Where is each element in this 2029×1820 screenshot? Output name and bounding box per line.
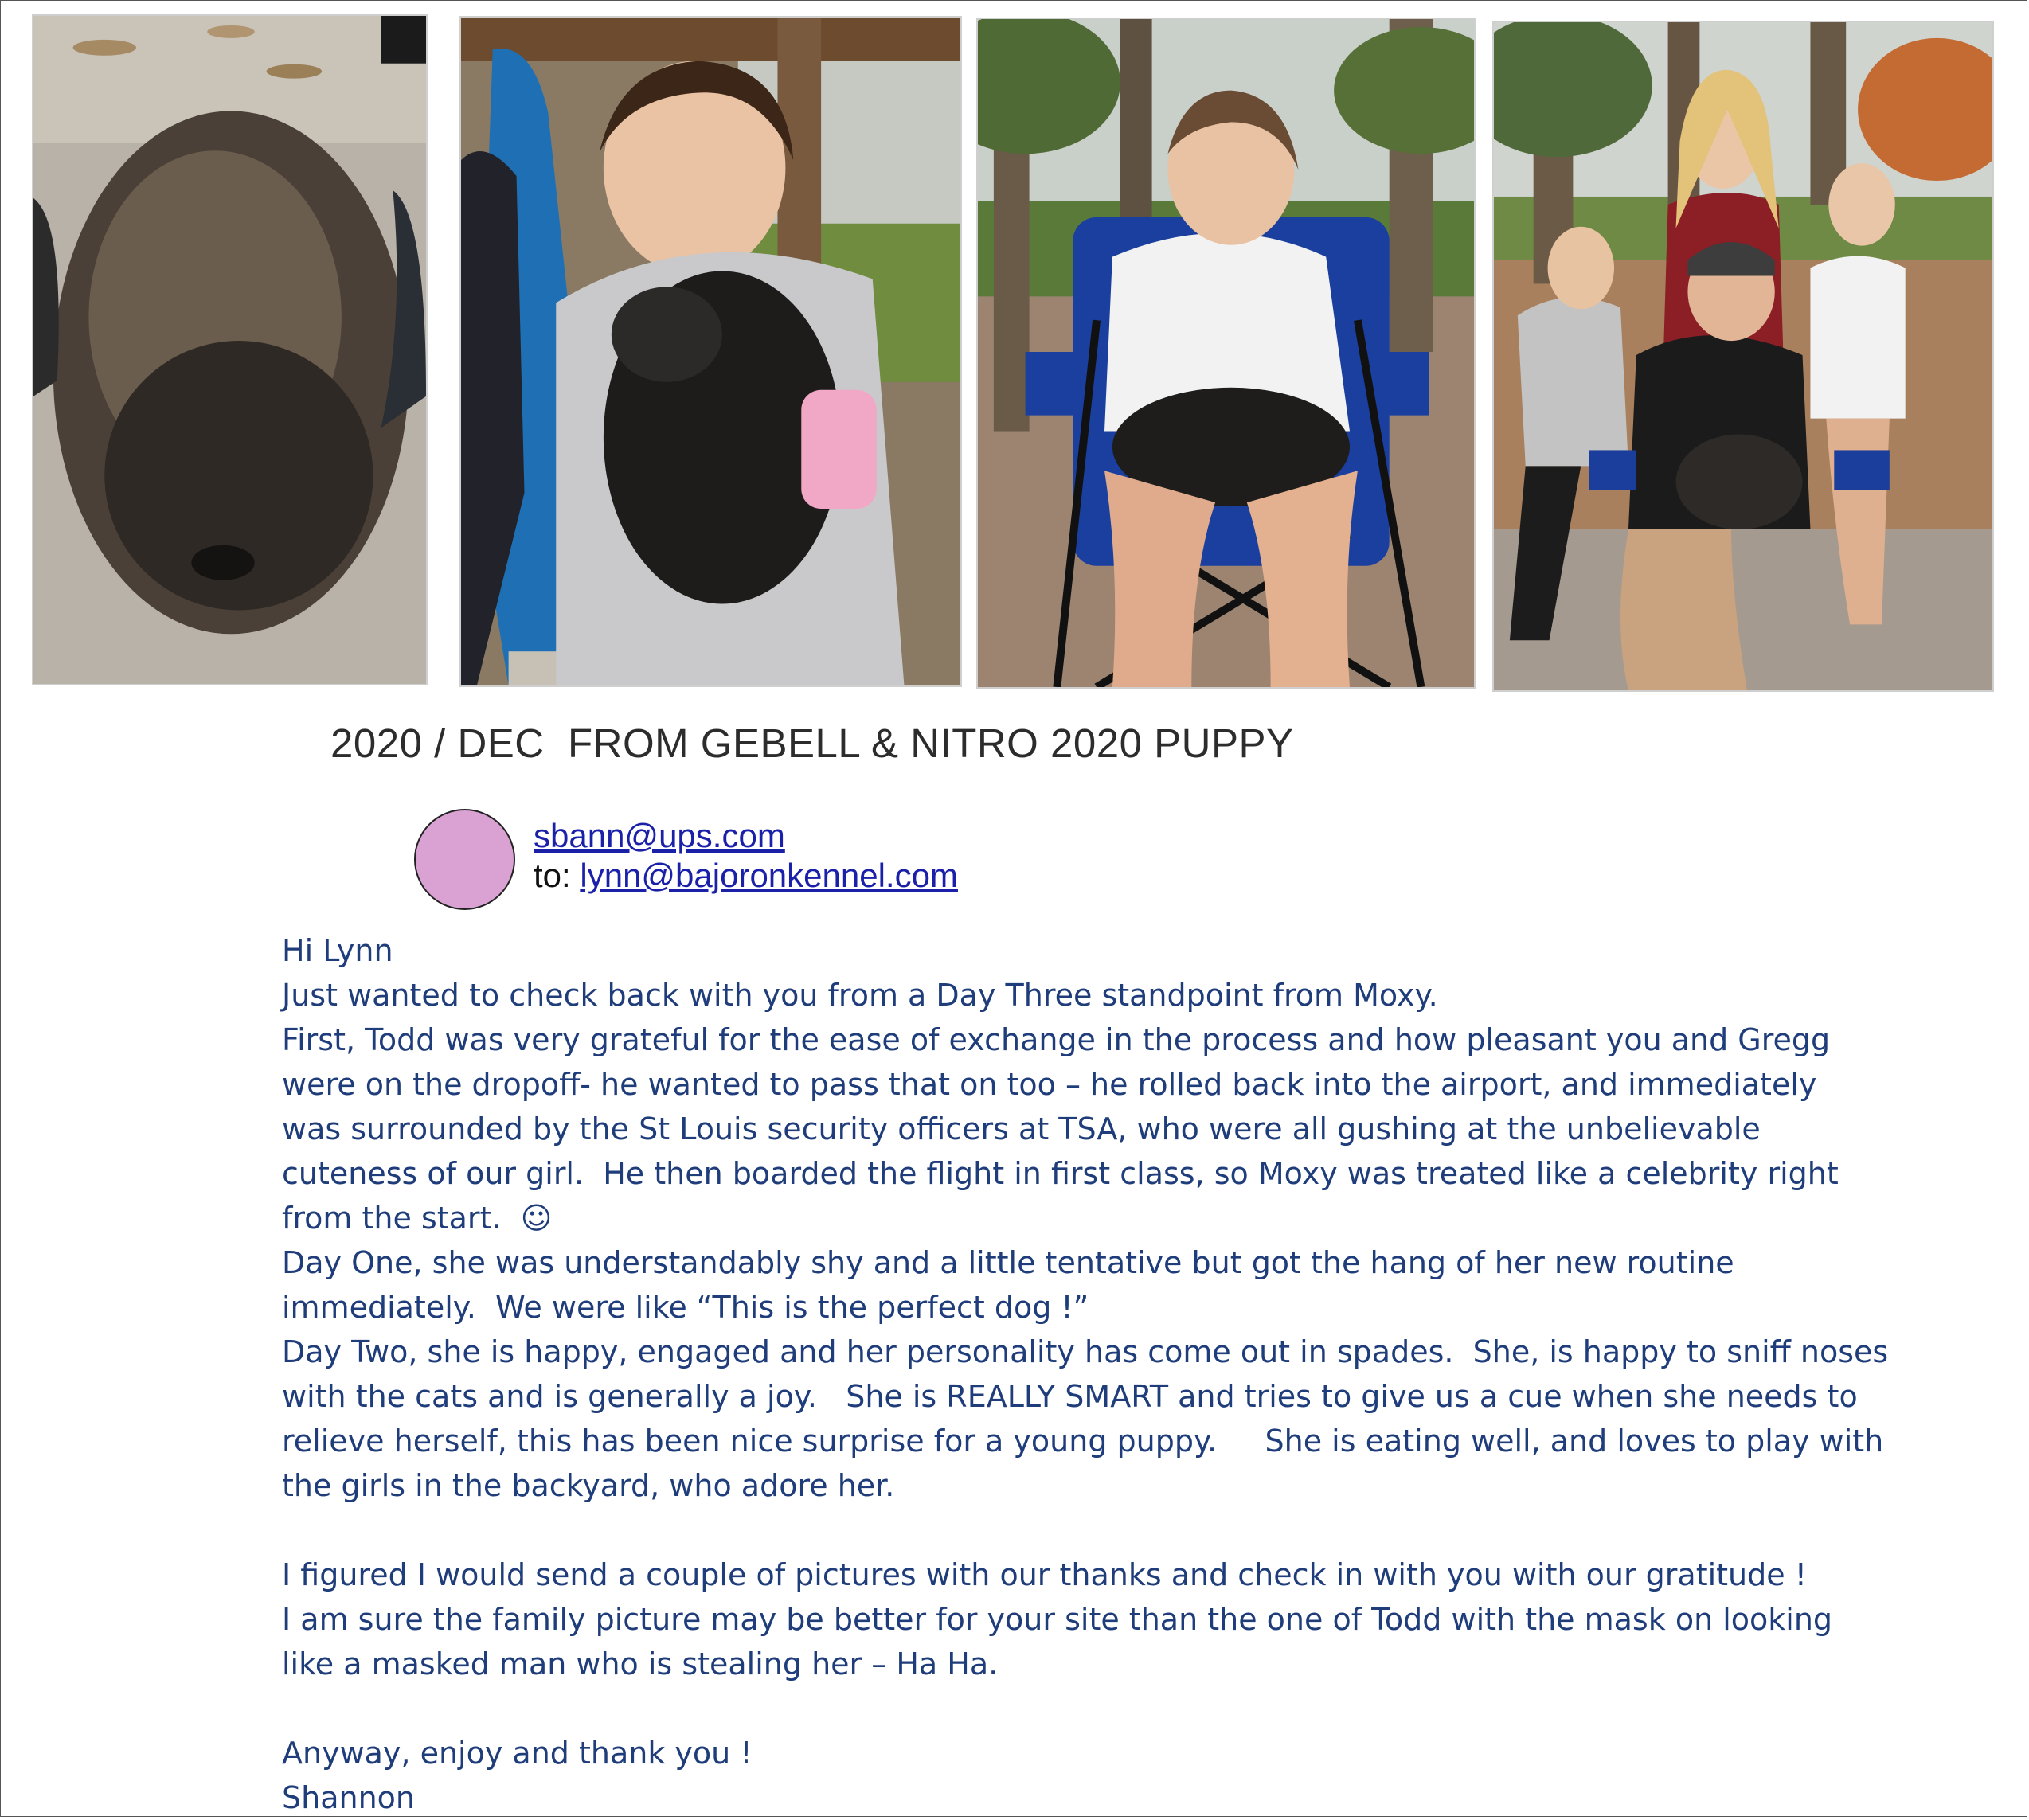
message-line: Anyway, enjoy and thank you !: [282, 1736, 753, 1771]
message-line: cuteness of our girl. He then boarded the flight in first class, so Moxy was treated like a celebrity right: [282, 1156, 1839, 1191]
message-line: Hi Lynn: [282, 933, 393, 968]
family-with-puppy-photo: [1492, 21, 1994, 692]
message-line: immediately. We were like “This is the perfect dog !”: [282, 1290, 1089, 1325]
message-line: [282, 1508, 1890, 1552]
message-line: I figured I would send a couple of pictures with our thanks and check in with you with our gratitude !: [282, 1557, 1807, 1592]
message-line: from the start. ☺: [282, 1201, 553, 1236]
message-line: Shannon: [282, 1780, 415, 1815]
message-line: were on the dropoff- he wanted to pass that on too – he rolled back into the airport, and immediately: [282, 1067, 1817, 1102]
message-line: with the cats and is generally a joy. She is REALLY SMART and tries to give us a cue when she needs to: [282, 1379, 1858, 1414]
message-body: [282, 928, 1890, 1820]
recipient-email-link[interactable]: lynn@bajoronkennel.com: [580, 857, 958, 894]
dog-photo: [32, 14, 428, 685]
to-label: to:: [534, 857, 581, 894]
girl-in-chair-with-puppy-photo: [976, 18, 1476, 689]
message-line: like a masked man who is stealing her – Ha Ha.: [282, 1646, 999, 1681]
message-line: was surrounded by the St Louis security officers at TSA, who were all gushing at the unbelievable: [282, 1111, 1761, 1146]
message-line: Just wanted to check back with you from a Day Three standpoint from Moxy.: [282, 978, 1438, 1013]
message-line: First, Todd was very grateful for the ease of exchange in the process and how pleasant you and Gregg: [282, 1022, 1831, 1057]
message-line: Day One, she was understandably shy and a little tentative but got the hang of her new routine: [282, 1245, 1734, 1280]
message-line: the girls in the backyard, who adore her.: [282, 1468, 895, 1503]
message-line: [282, 1686, 1890, 1731]
recipient-email-line: [534, 857, 958, 895]
sender-email-line: [534, 817, 785, 855]
sender-email-link[interactable]: sbann@ups.com: [534, 817, 785, 854]
message-line: relieve herself, this has been nice surprise for a young puppy. She is eating well, and loves to play with: [282, 1424, 1884, 1459]
page-title: 2020 / DEC FROM GEBELL & NITRO 2020 PUPPY: [330, 721, 1294, 766]
girl-holding-puppy-photo: [459, 16, 962, 687]
message-line: Day Two, she is happy, engaged and her personality has come out in spades. She, is happy to sniff noses: [282, 1334, 1889, 1369]
message-line: I am sure the family picture may be better for your site than the one of Todd with the mask on looking: [282, 1602, 1833, 1637]
avatar: [414, 809, 515, 910]
